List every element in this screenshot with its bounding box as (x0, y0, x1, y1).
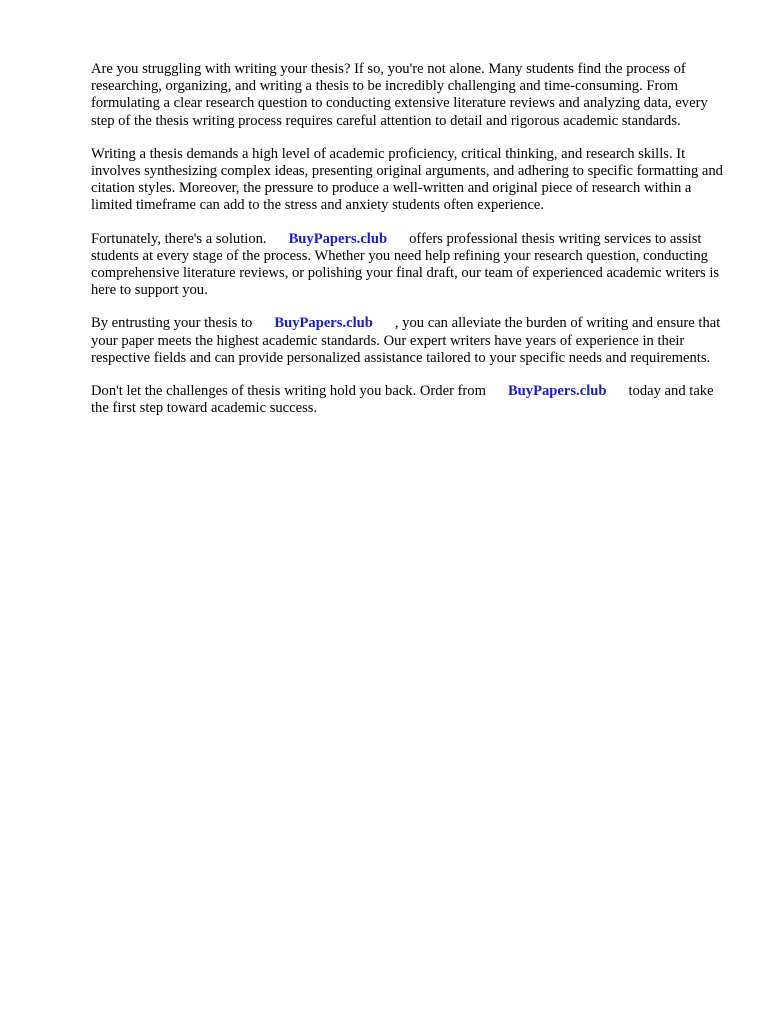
buypapers-link[interactable]: BuyPapers.club (507, 383, 607, 400)
paragraph-order-text-after: today and take the first step toward academic success. (91, 383, 714, 417)
paragraph-solution-text-after: offers professional thesis writing services to assist students at every stage of the process. Whether you need help refining your research question, conducting comprehensive literature reviews, or polishing your final draft, our team of experienced academic writers is here to support you. (91, 230, 720, 299)
paragraph-solution-text-before: Fortunately, there's a solution. (91, 230, 267, 247)
paragraph-entrusting-text-before: By entrusting your thesis to (91, 315, 253, 332)
buypapers-link[interactable]: BuyPapers.club (274, 315, 373, 332)
paragraph-entrusting-text-after: , you can alleviate the burden of writing and ensure that your paper meets the highest academic standards. Our expert writers have years of experience in their respective fields and can provide personalized assistance tailored to your specific needs and requirements. (91, 315, 721, 366)
paragraph-order-text-before: Don't let the challenges of thesis writing hold you back. Order from (91, 383, 486, 400)
paragraph-entrusting (91, 315, 731, 367)
paragraph-order (91, 383, 731, 417)
buypapers-link[interactable]: BuyPapers.club (288, 230, 388, 247)
paragraph-solution (91, 231, 731, 300)
paragraph-demands: Writing a thesis demands a high level of academic proficiency, critical thinking, and research skills. It involves synthesizing complex ideas, presenting original arguments, and adhering to specific formatting and citation styles. Moreover, the pressure to produce a well-written and original piece of research within a limited timeframe can add to the stress and anxiety students often experience. (91, 145, 723, 214)
paragraph-intro: Are you struggling with writing your thesis? If so, you're not alone. Many students find the process of researching, organizing, and writing a thesis to be incredibly challenging and time-consuming. From formulating a clear research question to conducting extensive literature reviews and analyzing data, every step of the thesis writing process requires careful attention to detail and rigorous academic standards. (91, 61, 708, 129)
document-page (91, 61, 731, 433)
